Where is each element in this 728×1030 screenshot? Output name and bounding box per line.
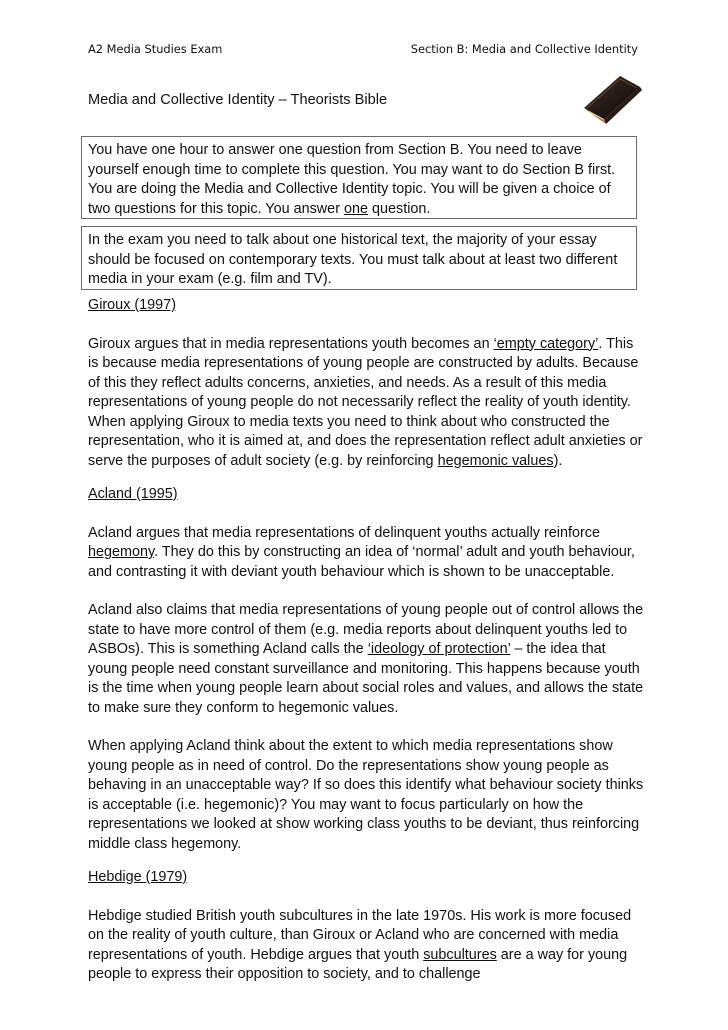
giroux-heading: Giroux (1997) xyxy=(88,297,176,313)
acland-heading: Acland (1995) xyxy=(88,486,178,502)
giroux-paragraph xyxy=(88,335,644,472)
theorists-content xyxy=(88,296,644,985)
hebdige-text-1: Hebdige studied British youth subcultures in the late 1970s. His work is more focused on the reality of youth culture, than Giroux or Acland who are concerned with media representations of youth. Hebdige argues that youth xyxy=(88,907,632,963)
giroux-term-empty-category: ‘empty category’ xyxy=(493,335,599,352)
bible-book-icon xyxy=(582,74,644,128)
hebdige-heading: Hebdige (1979) xyxy=(88,869,188,885)
hebdige-paragraph xyxy=(88,907,644,985)
acland-term-ideology-of-protection: ‘ideology of protection’ xyxy=(367,641,511,657)
page-header xyxy=(88,42,638,56)
giroux-text-1: Giroux argues that in media representations youth becomes an xyxy=(88,335,494,352)
acland-paragraph-3: When applying Acland think about the extent to which media representations show young people as in need of control. Do the representations show young people as behaving in an unacceptable way? If so does this identify what behaviour society thinks is acceptable (i.e. hegemonic)? You may want to focus particularly on how the representations we looked at show working class youths to be deviant, thus reinforcing middle class hegemony. xyxy=(88,738,644,852)
instructions-emphasis: one xyxy=(343,200,368,217)
acland-text-1: Acland argues that media representations of delinquent youths actually reinforce xyxy=(88,524,600,541)
instructions-text-end: question. xyxy=(368,200,431,217)
exam-guidance-box xyxy=(81,226,637,290)
acland-term-hegemony: hegemony xyxy=(88,544,155,560)
giroux-text-3: ). xyxy=(553,452,563,469)
instructions-text: You have one hour to answer one question from Section B. You need to leave yourself enough time to complete this question. You may want to do Section B first. You are doing the Media and Collective Identity topic. You will be given a choice of two questions for this topic. You answer xyxy=(88,142,616,217)
acland-text-3: Acland also claims that media representations of young people out of control allows the state to have more control of them (e.g. media reports about delinquent youths led to ASBOs). This is something Acland calls the xyxy=(88,602,644,657)
acland-paragraph-1 xyxy=(88,524,644,583)
acland-paragraph-2 xyxy=(88,601,644,718)
acland-text-4: – the idea that young people need constant surveillance and monitoring. This happens because youth is the time when young people learn about social roles and values, and allows the state to make sure they conform to hegemonic values. xyxy=(88,641,644,716)
instructions-box xyxy=(81,136,637,219)
hebdige-text-2: are a way for young people to express their opposition to society, and to challenge xyxy=(88,946,628,982)
header-left: A2 Media Studies Exam xyxy=(88,42,223,56)
acland-text-2: . They do this by constructing an idea of ‘normal’ adult and youth behaviour, and contrasting it with deviant youth behaviour which is shown to be unacceptable. xyxy=(88,544,635,580)
giroux-term-hegemonic-values: hegemonic values xyxy=(437,452,554,469)
document-title: Media and Collective Identity – Theorists Bible xyxy=(88,92,388,108)
hebdige-term-subcultures: subcultures xyxy=(423,946,497,963)
exam-guidance-text: In the exam you need to talk about one historical text, the majority of your essay should be focused on contemporary texts. You must talk about at least two different media in your exam (e.g. film and TV). xyxy=(88,232,618,288)
header-right: Section B: Media and Collective Identity xyxy=(410,42,638,56)
giroux-text-2: . This is because media representations of young people are constructed by adults. Because of this they reflect adults concerns, anxieties, and needs. As a result of this media representations of young people do not necessarily reflect the reality of youth identity. When applying Giroux to media texts you need to think about who constructed the representation, who it is aimed at, and does the representation reflect adult anxieties or serve the purposes of adult society (e.g. by reinforcing xyxy=(88,335,643,469)
